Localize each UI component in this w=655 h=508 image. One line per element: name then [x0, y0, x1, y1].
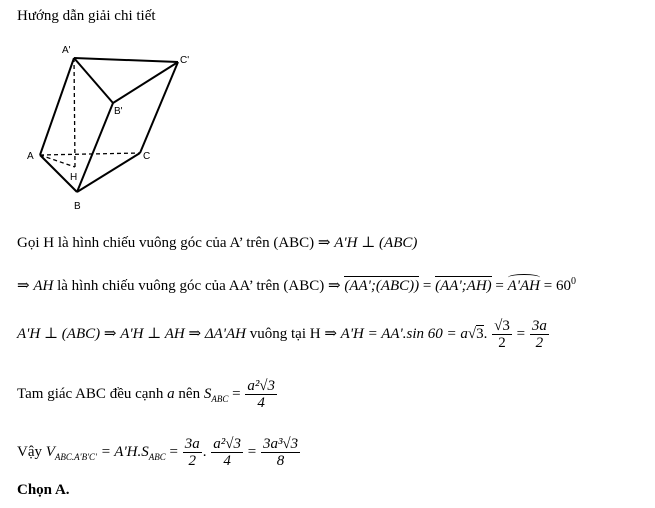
edge-b-b1	[77, 103, 113, 192]
label-c: C	[143, 151, 151, 162]
solution-line-1: Gọi H là hình chiếu vuông góc của A’ trên (ABC) ⇒ A'H ⊥ (ABC)	[17, 235, 418, 251]
height-a1-h	[74, 58, 75, 167]
solution-line-3: A'H ⊥ (ABC) ⇒ A'H ⊥ AH ⇒ ΔA'AH vuông tại H ⇒ A'H = AA'.sin 60 = a√3. $\frac{√3}{2}$ = $\frac{3a}{2}$	[17, 318, 547, 351]
edge-a-c-hidden	[40, 153, 140, 155]
solution-title: Hướng dẫn giải chi tiết	[17, 8, 156, 24]
solution-line-2: ⇒ AH là hình chiếu vuông góc của AA’ trên (ABC) ⇒ (AA';(ABC)) = (AA';AH) = $A'AH = 60^0$	[17, 276, 576, 294]
label-a: A	[27, 151, 34, 162]
prism-figure	[0, 0, 260, 215]
answer-line: Chọn A.	[17, 482, 70, 498]
edge-a1-c1	[74, 58, 178, 62]
label-h: H	[70, 172, 78, 183]
label-c-prime: C'	[180, 55, 190, 66]
label-a-prime: A'	[62, 45, 71, 56]
edge-a1-b1	[74, 58, 113, 103]
edge-b-c	[77, 153, 140, 192]
edge-b1-c1	[113, 62, 178, 103]
edge-a-a1	[40, 58, 74, 155]
solution-line-4: Tam giác ABC đều cạnh a nên $S_{ABC}$ = $\frac{\text{a²√3}}{4}$	[17, 378, 276, 411]
solution-line-5: Vậy $V_{ABC.A'B'C'} = A'H.S_{ABC}$ = $\frac{3a}{2}$ . $\frac{\text{a²√3}}{4}$ = $\frac{\text{3a³√3}}{8}$	[17, 436, 299, 469]
label-b: B	[74, 201, 81, 212]
label-b-prime: B'	[114, 106, 123, 117]
edge-c-c1	[140, 62, 178, 153]
